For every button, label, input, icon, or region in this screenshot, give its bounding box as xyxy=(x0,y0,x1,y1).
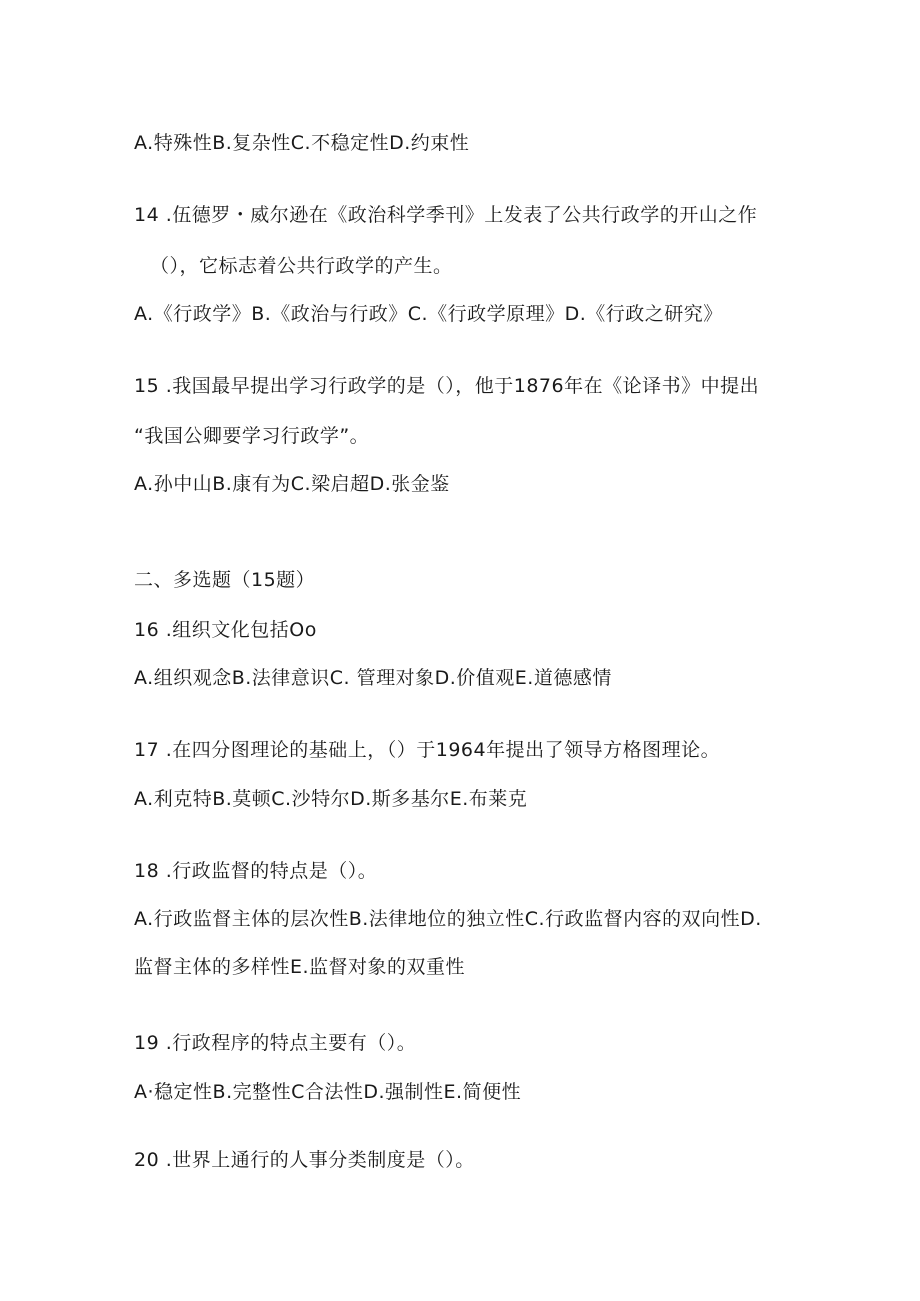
q20-stem: 20 .世界上通行的人事分类制度是（）。 xyxy=(134,1149,475,1171)
section-heading-multiple-choice: 二、多选题（15题） xyxy=(134,569,316,591)
q17-stem: 17 .在四分图理论的基础上，（）于1964年提出了领导方格图理论。 xyxy=(134,739,721,761)
q13-options: A.特殊性B.复杂性C.不稳定性D.约束性 xyxy=(134,132,470,154)
q17-options: A.利克特B.莫顿C.沙特尔D.斯多基尔E.布莱克 xyxy=(134,788,528,810)
q16-stem: 16 .组织文化包括Oo xyxy=(134,619,317,641)
q15-stem-line-1: 15 .我国最早提出学习行政学的是（），他于1876年在《论译书》中提出 xyxy=(134,375,760,397)
q14-options: A.《行政学》B.《政治与行政》C.《行政学原理》D.《行政之研究》 xyxy=(134,303,723,325)
q14-stem-line-2: （），它标志着公共行政学的产生。 xyxy=(150,255,453,277)
q19-options: A·稳定性B.完整性C合法性D.强制性E.简便性 xyxy=(134,1081,522,1103)
q18-options-line-1: A.行政监督主体的层次性B.法律地位的独立性C.行政监督内容的双向性D. xyxy=(134,908,762,930)
q15-options: A.孙中山B.康有为C.梁启超D.张金鉴 xyxy=(134,473,450,495)
q18-stem: 18 .行政监督的特点是（）。 xyxy=(134,860,378,882)
q14-stem-line-1: 14 .伍德罗・威尔逊在《政治科学季刊》上发表了公共行政学的开山之作 xyxy=(134,204,758,226)
q19-stem: 19 .行政程序的特点主要有（）。 xyxy=(134,1032,417,1054)
q15-stem-line-2: “我国公卿要学习行政学”。 xyxy=(134,425,370,447)
q16-options: A.组织观念B.法律意识C. 管理对象D.价值观E.道德感情 xyxy=(134,667,612,689)
q18-options-line-2: 监督主体的多样性E.监督对象的双重性 xyxy=(134,956,466,978)
